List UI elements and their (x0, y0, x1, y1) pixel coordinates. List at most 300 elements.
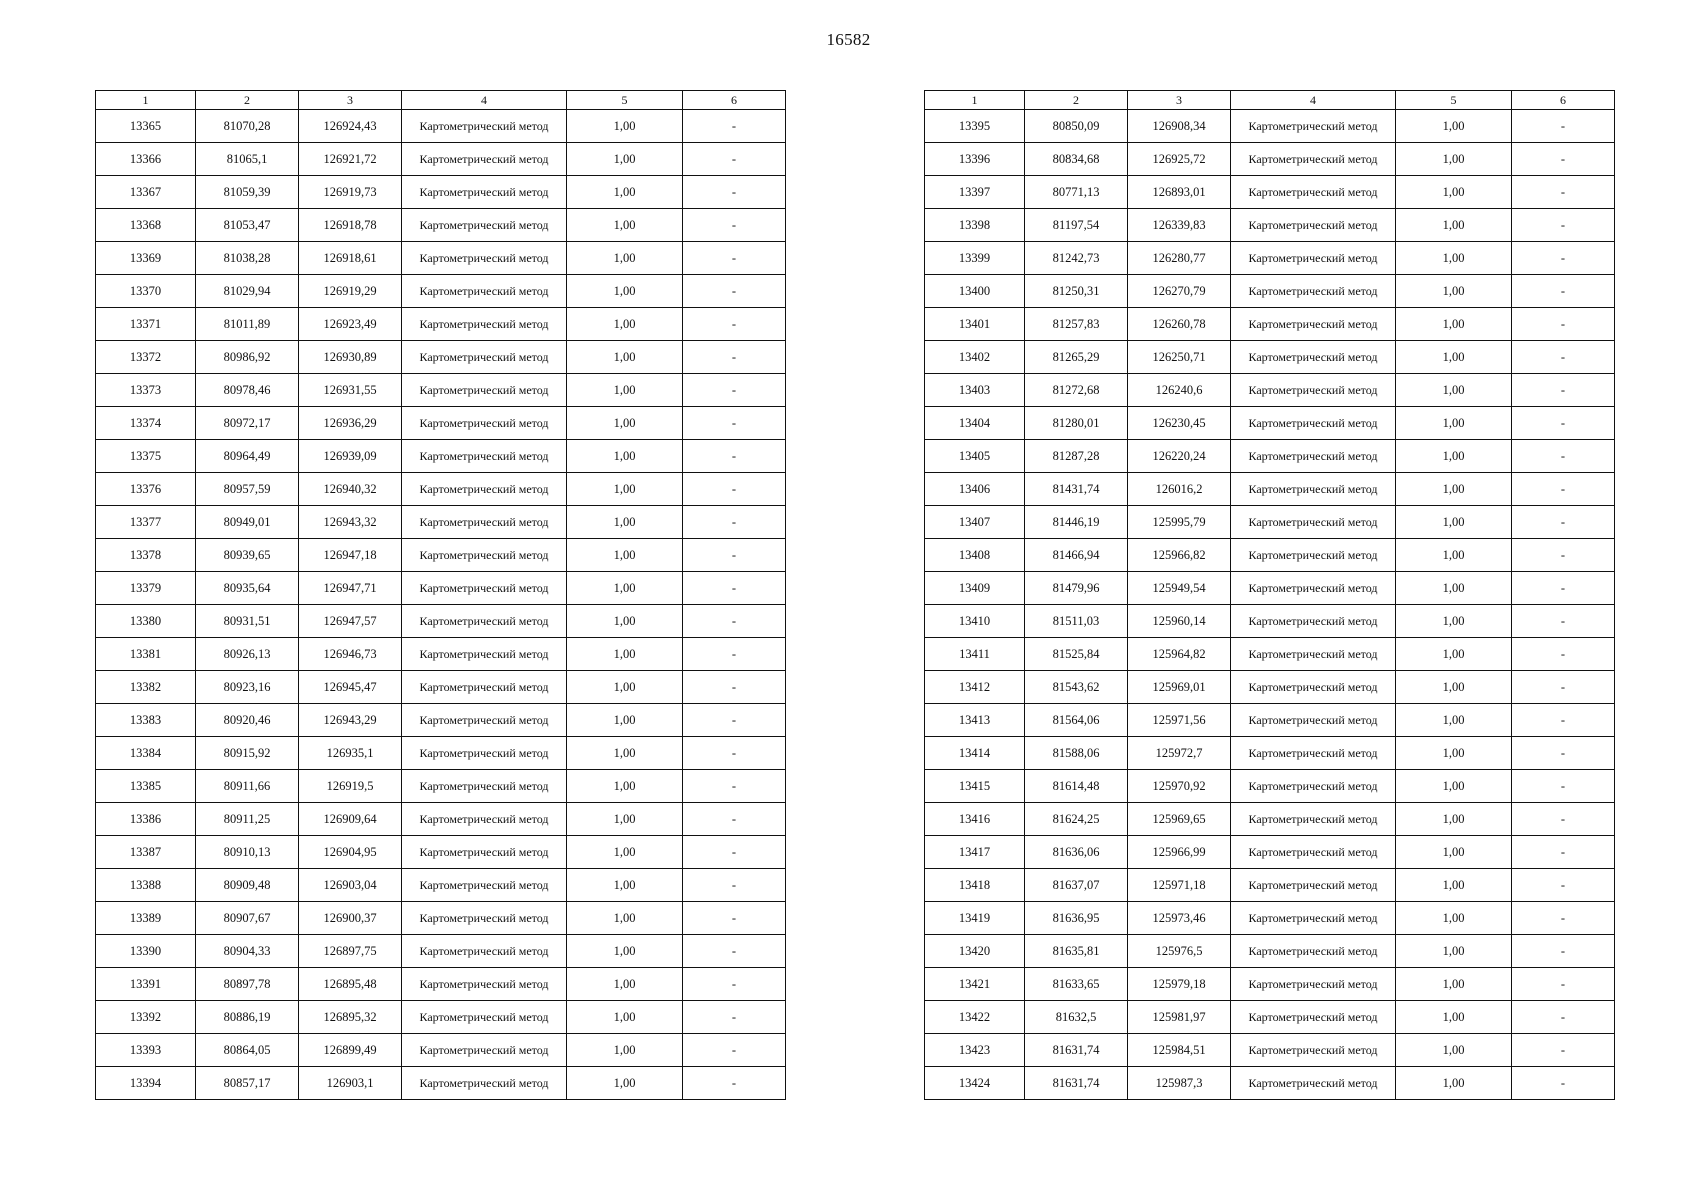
y-coordinate-cell: 126919,5 (299, 770, 402, 803)
y-coordinate-cell: 126908,34 (1128, 110, 1231, 143)
point-number-cell: 13375 (96, 440, 196, 473)
description-cell: - (1512, 242, 1615, 275)
table-row (925, 572, 1615, 605)
point-number-cell: 13394 (96, 1067, 196, 1100)
table-row (925, 704, 1615, 737)
accuracy-cell: 1,00 (1396, 572, 1512, 605)
x-coordinate-cell: 80904,33 (196, 935, 299, 968)
x-coordinate-cell: 80986,92 (196, 341, 299, 374)
point-number-cell: 13419 (925, 902, 1025, 935)
description-cell: - (1512, 572, 1615, 605)
description-cell: - (683, 737, 786, 770)
description-cell: - (1512, 539, 1615, 572)
method-cell: Картометрический метод (402, 605, 567, 638)
accuracy-cell: 1,00 (1396, 836, 1512, 869)
y-coordinate-cell: 126947,71 (299, 572, 402, 605)
description-cell: - (1512, 308, 1615, 341)
description-cell: - (683, 506, 786, 539)
table-row (925, 803, 1615, 836)
accuracy-cell: 1,00 (1396, 935, 1512, 968)
x-coordinate-cell: 80935,64 (196, 572, 299, 605)
x-coordinate-cell: 81588,06 (1025, 737, 1128, 770)
description-cell: - (1512, 209, 1615, 242)
accuracy-cell: 1,00 (1396, 803, 1512, 836)
column-header: 4 (402, 91, 567, 110)
y-coordinate-cell: 126947,18 (299, 539, 402, 572)
y-coordinate-cell: 126895,48 (299, 968, 402, 1001)
method-cell: Картометрический метод (1231, 968, 1396, 1001)
y-coordinate-cell: 125976,5 (1128, 935, 1231, 968)
method-cell: Картометрический метод (1231, 341, 1396, 374)
description-cell: - (683, 473, 786, 506)
point-number-cell: 13365 (96, 110, 196, 143)
y-coordinate-cell: 126925,72 (1128, 143, 1231, 176)
table-row (925, 275, 1615, 308)
method-cell: Картометрический метод (1231, 539, 1396, 572)
y-coordinate-cell: 126945,47 (299, 671, 402, 704)
accuracy-cell: 1,00 (1396, 671, 1512, 704)
method-cell: Картометрический метод (402, 968, 567, 1001)
x-coordinate-cell: 81070,28 (196, 110, 299, 143)
description-cell: - (1512, 1067, 1615, 1100)
x-coordinate-cell: 81038,28 (196, 242, 299, 275)
accuracy-cell: 1,00 (567, 671, 683, 704)
description-cell: - (1512, 638, 1615, 671)
x-coordinate-cell: 80909,48 (196, 869, 299, 902)
description-cell: - (1512, 473, 1615, 506)
accuracy-cell: 1,00 (1396, 176, 1512, 209)
method-cell: Картометрический метод (402, 1001, 567, 1034)
description-cell: - (683, 176, 786, 209)
y-coordinate-cell: 126918,61 (299, 242, 402, 275)
point-number-cell: 13392 (96, 1001, 196, 1034)
description-cell: - (1512, 836, 1615, 869)
description-cell: - (683, 341, 786, 374)
point-number-cell: 13372 (96, 341, 196, 374)
description-cell: - (1512, 1034, 1615, 1067)
y-coordinate-cell: 125995,79 (1128, 506, 1231, 539)
accuracy-cell: 1,00 (567, 770, 683, 803)
x-coordinate-cell: 81631,74 (1025, 1067, 1128, 1100)
table-row (925, 308, 1615, 341)
description-cell: - (1512, 275, 1615, 308)
accuracy-cell: 1,00 (1396, 737, 1512, 770)
description-cell: - (1512, 803, 1615, 836)
description-cell: - (683, 1067, 786, 1100)
x-coordinate-cell: 80949,01 (196, 506, 299, 539)
accuracy-cell: 1,00 (567, 869, 683, 902)
y-coordinate-cell: 126947,57 (299, 605, 402, 638)
method-cell: Картометрический метод (402, 143, 567, 176)
accuracy-cell: 1,00 (567, 308, 683, 341)
point-number-cell: 13401 (925, 308, 1025, 341)
table-row (925, 242, 1615, 275)
table-row (925, 638, 1615, 671)
table-row (925, 110, 1615, 143)
accuracy-cell: 1,00 (567, 935, 683, 968)
description-cell: - (683, 143, 786, 176)
accuracy-cell: 1,00 (567, 605, 683, 638)
point-number-cell: 13409 (925, 572, 1025, 605)
accuracy-cell: 1,00 (567, 242, 683, 275)
column-header: 3 (299, 91, 402, 110)
accuracy-cell: 1,00 (567, 836, 683, 869)
method-cell: Картометрический метод (1231, 605, 1396, 638)
table-row (925, 902, 1615, 935)
x-coordinate-cell: 81272,68 (1025, 374, 1128, 407)
x-coordinate-cell: 81635,81 (1025, 935, 1128, 968)
description-cell: - (683, 902, 786, 935)
accuracy-cell: 1,00 (1396, 308, 1512, 341)
point-number-cell: 13388 (96, 869, 196, 902)
y-coordinate-cell: 126900,37 (299, 902, 402, 935)
x-coordinate-cell: 81053,47 (196, 209, 299, 242)
point-number-cell: 13383 (96, 704, 196, 737)
accuracy-cell: 1,00 (1396, 440, 1512, 473)
table-row (96, 671, 786, 704)
x-coordinate-cell: 81636,95 (1025, 902, 1128, 935)
accuracy-cell: 1,00 (1396, 473, 1512, 506)
accuracy-cell: 1,00 (567, 407, 683, 440)
method-cell: Картометрический метод (1231, 209, 1396, 242)
method-cell: Картометрический метод (1231, 506, 1396, 539)
table-row (925, 1067, 1615, 1100)
x-coordinate-cell: 80920,46 (196, 704, 299, 737)
y-coordinate-cell: 126935,1 (299, 737, 402, 770)
description-cell: - (1512, 935, 1615, 968)
table-row (96, 275, 786, 308)
y-coordinate-cell: 125964,82 (1128, 638, 1231, 671)
point-number-cell: 13399 (925, 242, 1025, 275)
x-coordinate-cell: 81257,83 (1025, 308, 1128, 341)
column-header: 2 (1025, 91, 1128, 110)
x-coordinate-cell: 80978,46 (196, 374, 299, 407)
table-row (925, 869, 1615, 902)
coordinates-table-right (924, 90, 1615, 1100)
table-header-row (96, 91, 786, 110)
point-number-cell: 13414 (925, 737, 1025, 770)
table-row (96, 1034, 786, 1067)
table-row (925, 440, 1615, 473)
point-number-cell: 13406 (925, 473, 1025, 506)
x-coordinate-cell: 80834,68 (1025, 143, 1128, 176)
point-number-cell: 13384 (96, 737, 196, 770)
x-coordinate-cell: 80886,19 (196, 1001, 299, 1034)
table-row (925, 341, 1615, 374)
method-cell: Картометрический метод (402, 638, 567, 671)
y-coordinate-cell: 126240,6 (1128, 374, 1231, 407)
description-cell: - (1512, 1001, 1615, 1034)
y-coordinate-cell: 125966,99 (1128, 836, 1231, 869)
y-coordinate-cell: 126939,09 (299, 440, 402, 473)
table-row (925, 209, 1615, 242)
y-coordinate-cell: 126280,77 (1128, 242, 1231, 275)
accuracy-cell: 1,00 (1396, 869, 1512, 902)
table-row (96, 770, 786, 803)
point-number-cell: 13382 (96, 671, 196, 704)
table-row (96, 506, 786, 539)
x-coordinate-cell: 81637,07 (1025, 869, 1128, 902)
point-number-cell: 13407 (925, 506, 1025, 539)
y-coordinate-cell: 126230,45 (1128, 407, 1231, 440)
table-row (96, 341, 786, 374)
column-header: 5 (567, 91, 683, 110)
method-cell: Картометрический метод (1231, 242, 1396, 275)
point-number-cell: 13377 (96, 506, 196, 539)
point-number-cell: 13421 (925, 968, 1025, 1001)
table-row (925, 473, 1615, 506)
point-number-cell: 13420 (925, 935, 1025, 968)
table-body (96, 110, 786, 1100)
x-coordinate-cell: 80972,17 (196, 407, 299, 440)
y-coordinate-cell: 126909,64 (299, 803, 402, 836)
table-row (96, 1067, 786, 1100)
y-coordinate-cell: 126919,29 (299, 275, 402, 308)
x-coordinate-cell: 81636,06 (1025, 836, 1128, 869)
accuracy-cell: 1,00 (567, 902, 683, 935)
point-number-cell: 13402 (925, 341, 1025, 374)
x-coordinate-cell: 80923,16 (196, 671, 299, 704)
method-cell: Картометрический метод (402, 572, 567, 605)
column-header: 6 (1512, 91, 1615, 110)
y-coordinate-cell: 125987,3 (1128, 1067, 1231, 1100)
point-number-cell: 13400 (925, 275, 1025, 308)
point-number-cell: 13376 (96, 473, 196, 506)
method-cell: Картометрический метод (402, 770, 567, 803)
method-cell: Картометрический метод (402, 341, 567, 374)
table-row (925, 143, 1615, 176)
x-coordinate-cell: 81564,06 (1025, 704, 1128, 737)
accuracy-cell: 1,00 (567, 143, 683, 176)
description-cell: - (683, 704, 786, 737)
description-cell: - (683, 935, 786, 968)
point-number-cell: 13413 (925, 704, 1025, 737)
method-cell: Картометрический метод (1231, 110, 1396, 143)
y-coordinate-cell: 126903,1 (299, 1067, 402, 1100)
y-coordinate-cell: 126270,79 (1128, 275, 1231, 308)
column-header: 1 (925, 91, 1025, 110)
x-coordinate-cell: 81265,29 (1025, 341, 1128, 374)
y-coordinate-cell: 125979,18 (1128, 968, 1231, 1001)
method-cell: Картометрический метод (1231, 1034, 1396, 1067)
table-row (96, 143, 786, 176)
table-row (96, 308, 786, 341)
description-cell: - (683, 836, 786, 869)
x-coordinate-cell: 81011,89 (196, 308, 299, 341)
point-number-cell: 13397 (925, 176, 1025, 209)
y-coordinate-cell: 126931,55 (299, 374, 402, 407)
point-number-cell: 13371 (96, 308, 196, 341)
description-cell: - (1512, 869, 1615, 902)
description-cell: - (1512, 902, 1615, 935)
description-cell: - (683, 638, 786, 671)
method-cell: Картометрический метод (402, 737, 567, 770)
x-coordinate-cell: 81446,19 (1025, 506, 1128, 539)
method-cell: Картометрический метод (402, 1067, 567, 1100)
method-cell: Картометрический метод (1231, 440, 1396, 473)
point-number-cell: 13370 (96, 275, 196, 308)
y-coordinate-cell: 126260,78 (1128, 308, 1231, 341)
method-cell: Картометрический метод (402, 803, 567, 836)
method-cell: Картометрический метод (402, 836, 567, 869)
y-coordinate-cell: 125984,51 (1128, 1034, 1231, 1067)
y-coordinate-cell: 126895,32 (299, 1001, 402, 1034)
y-coordinate-cell: 126924,43 (299, 110, 402, 143)
x-coordinate-cell: 80850,09 (1025, 110, 1128, 143)
accuracy-cell: 1,00 (1396, 638, 1512, 671)
x-coordinate-cell: 81059,39 (196, 176, 299, 209)
x-coordinate-cell: 81525,84 (1025, 638, 1128, 671)
method-cell: Картометрический метод (1231, 407, 1396, 440)
table-row (96, 737, 786, 770)
accuracy-cell: 1,00 (567, 341, 683, 374)
method-cell: Картометрический метод (402, 473, 567, 506)
y-coordinate-cell: 126923,49 (299, 308, 402, 341)
method-cell: Картометрический метод (402, 407, 567, 440)
table-row (925, 374, 1615, 407)
point-number-cell: 13411 (925, 638, 1025, 671)
method-cell: Картометрический метод (1231, 869, 1396, 902)
point-number-cell: 13380 (96, 605, 196, 638)
description-cell: - (683, 275, 786, 308)
accuracy-cell: 1,00 (567, 539, 683, 572)
point-number-cell: 13391 (96, 968, 196, 1001)
description-cell: - (683, 770, 786, 803)
method-cell: Картометрический метод (402, 539, 567, 572)
table-row (96, 968, 786, 1001)
method-cell: Картометрический метод (1231, 1001, 1396, 1034)
column-header: 4 (1231, 91, 1396, 110)
method-cell: Картометрический метод (1231, 473, 1396, 506)
y-coordinate-cell: 126220,24 (1128, 440, 1231, 473)
y-coordinate-cell: 125969,01 (1128, 671, 1231, 704)
method-cell: Картометрический метод (402, 506, 567, 539)
accuracy-cell: 1,00 (1396, 209, 1512, 242)
table-row (96, 110, 786, 143)
description-cell: - (683, 1034, 786, 1067)
table-row (925, 176, 1615, 209)
accuracy-cell: 1,00 (567, 1034, 683, 1067)
accuracy-cell: 1,00 (1396, 341, 1512, 374)
description-cell: - (683, 539, 786, 572)
description-cell: - (683, 1001, 786, 1034)
x-coordinate-cell: 80931,51 (196, 605, 299, 638)
x-coordinate-cell: 81633,65 (1025, 968, 1128, 1001)
description-cell: - (1512, 671, 1615, 704)
method-cell: Картометрический метод (1231, 374, 1396, 407)
point-number-cell: 13405 (925, 440, 1025, 473)
table-row (925, 737, 1615, 770)
x-coordinate-cell: 81466,94 (1025, 539, 1128, 572)
table-body (925, 110, 1615, 1100)
point-number-cell: 13385 (96, 770, 196, 803)
accuracy-cell: 1,00 (567, 374, 683, 407)
y-coordinate-cell: 125970,92 (1128, 770, 1231, 803)
table-row (96, 176, 786, 209)
accuracy-cell: 1,00 (1396, 902, 1512, 935)
point-number-cell: 13404 (925, 407, 1025, 440)
method-cell: Картометрический метод (1231, 143, 1396, 176)
x-coordinate-cell: 80964,49 (196, 440, 299, 473)
y-coordinate-cell: 126893,01 (1128, 176, 1231, 209)
accuracy-cell: 1,00 (567, 737, 683, 770)
accuracy-cell: 1,00 (1396, 968, 1512, 1001)
table-row (925, 407, 1615, 440)
method-cell: Картометрический метод (402, 935, 567, 968)
y-coordinate-cell: 126904,95 (299, 836, 402, 869)
accuracy-cell: 1,00 (1396, 1067, 1512, 1100)
method-cell: Картометрический метод (1231, 1067, 1396, 1100)
description-cell: - (683, 209, 786, 242)
accuracy-cell: 1,00 (567, 110, 683, 143)
x-coordinate-cell: 81479,96 (1025, 572, 1128, 605)
accuracy-cell: 1,00 (567, 1001, 683, 1034)
accuracy-cell: 1,00 (1396, 143, 1512, 176)
method-cell: Картометрический метод (402, 176, 567, 209)
point-number-cell: 13373 (96, 374, 196, 407)
table-row (96, 902, 786, 935)
description-cell: - (683, 407, 786, 440)
description-cell: - (683, 440, 786, 473)
x-coordinate-cell: 81624,25 (1025, 803, 1128, 836)
accuracy-cell: 1,00 (1396, 275, 1512, 308)
description-cell: - (1512, 704, 1615, 737)
y-coordinate-cell: 126918,78 (299, 209, 402, 242)
x-coordinate-cell: 81631,74 (1025, 1034, 1128, 1067)
method-cell: Картометрический метод (402, 110, 567, 143)
description-cell: - (683, 869, 786, 902)
column-header: 6 (683, 91, 786, 110)
point-number-cell: 13374 (96, 407, 196, 440)
table-row (96, 209, 786, 242)
y-coordinate-cell: 125971,56 (1128, 704, 1231, 737)
coordinates-table-left (95, 90, 786, 1100)
description-cell: - (683, 110, 786, 143)
accuracy-cell: 1,00 (567, 638, 683, 671)
method-cell: Картометрический метод (1231, 638, 1396, 671)
y-coordinate-cell: 125971,18 (1128, 869, 1231, 902)
table-row (96, 572, 786, 605)
point-number-cell: 13367 (96, 176, 196, 209)
y-coordinate-cell: 125969,65 (1128, 803, 1231, 836)
column-header: 2 (196, 91, 299, 110)
method-cell: Картометрический метод (402, 374, 567, 407)
method-cell: Картометрический метод (1231, 704, 1396, 737)
x-coordinate-cell: 81632,5 (1025, 1001, 1128, 1034)
accuracy-cell: 1,00 (1396, 539, 1512, 572)
table-row (925, 605, 1615, 638)
accuracy-cell: 1,00 (1396, 110, 1512, 143)
column-header: 5 (1396, 91, 1512, 110)
method-cell: Картометрический метод (1231, 308, 1396, 341)
point-number-cell: 13390 (96, 935, 196, 968)
point-number-cell: 13379 (96, 572, 196, 605)
table-row (96, 539, 786, 572)
description-cell: - (1512, 605, 1615, 638)
x-coordinate-cell: 80864,05 (196, 1034, 299, 1067)
y-coordinate-cell: 126339,83 (1128, 209, 1231, 242)
page-number: 16582 (826, 30, 871, 49)
table-row (96, 473, 786, 506)
table-row (96, 638, 786, 671)
point-number-cell: 13415 (925, 770, 1025, 803)
description-cell: - (1512, 506, 1615, 539)
point-number-cell: 13366 (96, 143, 196, 176)
point-number-cell: 13396 (925, 143, 1025, 176)
x-coordinate-cell: 80957,59 (196, 473, 299, 506)
accuracy-cell: 1,00 (1396, 605, 1512, 638)
method-cell: Картометрический метод (1231, 572, 1396, 605)
